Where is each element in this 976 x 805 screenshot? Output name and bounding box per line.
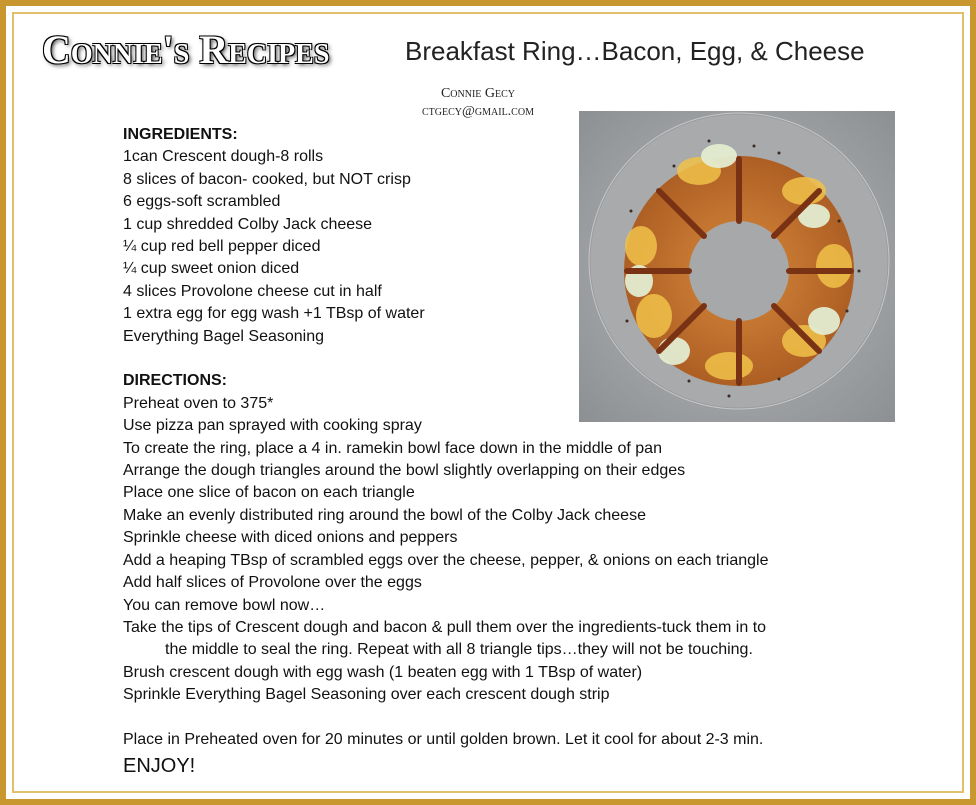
direction-step: Brush crescent dough with egg wash (1 beaten egg with 1 TBsp of water): [123, 663, 643, 681]
enjoy-text: ENJOY!: [123, 755, 196, 778]
direction-step: Sprinkle cheese with diced onions and peppers: [123, 529, 458, 547]
ingredient-item: Everything Bagel Seasoning: [123, 327, 325, 345]
direction-step: Use pizza pan sprayed with cooking spray: [123, 417, 422, 435]
recipe-title: Breakfast Ring…Bacon, Egg, & Cheese: [405, 36, 865, 66]
ingredient-item: ¼ cup sweet onion diced: [123, 260, 300, 278]
final-instruction: Place in Preheated oven for 20 minutes or until golden brown. Let it cool for about 2-3 min.: [123, 730, 764, 748]
ingredient-item: 1 cup shredded Colby Jack cheese: [123, 215, 373, 233]
recipe-body: [123, 124, 863, 779]
ingredient-item: 6 eggs-soft scrambled: [123, 193, 281, 211]
ingredient-item: 4 slices Provolone cheese cut in half: [123, 282, 382, 300]
directions-heading: DIRECTIONS:: [123, 372, 227, 390]
ingredient-item: 1 extra egg for egg wash +1 TBsp of water: [123, 305, 425, 323]
direction-step: Make an evenly distributed ring around the bowl of the Colby Jack cheese: [123, 506, 646, 524]
direction-step: Add a heaping TBsp of scrambled eggs over the cheese, pepper, & onions on each triangle: [123, 551, 769, 569]
ingredient-item: 1can Crescent dough-8 rolls: [123, 148, 324, 166]
author-email: ctgecy@gmail.com: [422, 104, 534, 119]
author-name: Connie Gecy: [440, 86, 516, 101]
direction-step: Preheat oven to 375*: [123, 394, 274, 412]
direction-step: Place one slice of bacon on each triangle: [123, 484, 415, 502]
ingredients-heading: INGREDIENTS:: [123, 126, 238, 143]
ingredient-item: ¼ cup red bell pepper diced: [123, 238, 321, 256]
direction-step: Add half slices of Provolone over the eggs: [123, 574, 422, 592]
direction-step: Arrange the dough triangles around the bowl slightly overlapping on their edges: [123, 462, 686, 480]
direction-step: Sprinkle Everything Bagel Seasoning over each crescent dough strip: [123, 686, 610, 704]
ingredient-item: 8 slices of bacon- cooked, but NOT crisp: [123, 170, 411, 188]
author-block: [380, 85, 576, 121]
direction-step: You can remove bowl now…: [123, 596, 326, 614]
direction-step: Take the tips of Crescent dough and bacon & pull them over the ingredients-tuck them in to: [123, 618, 767, 636]
direction-step: To create the ring, place a 4 in. ramekin bowl face down in the middle of pan: [123, 439, 662, 457]
direction-step-continuation: the middle to seal the ring. Repeat with all 8 triangle tips…they will not be touching.: [165, 641, 753, 659]
brand-logo: Connie's Recipes: [42, 27, 330, 72]
